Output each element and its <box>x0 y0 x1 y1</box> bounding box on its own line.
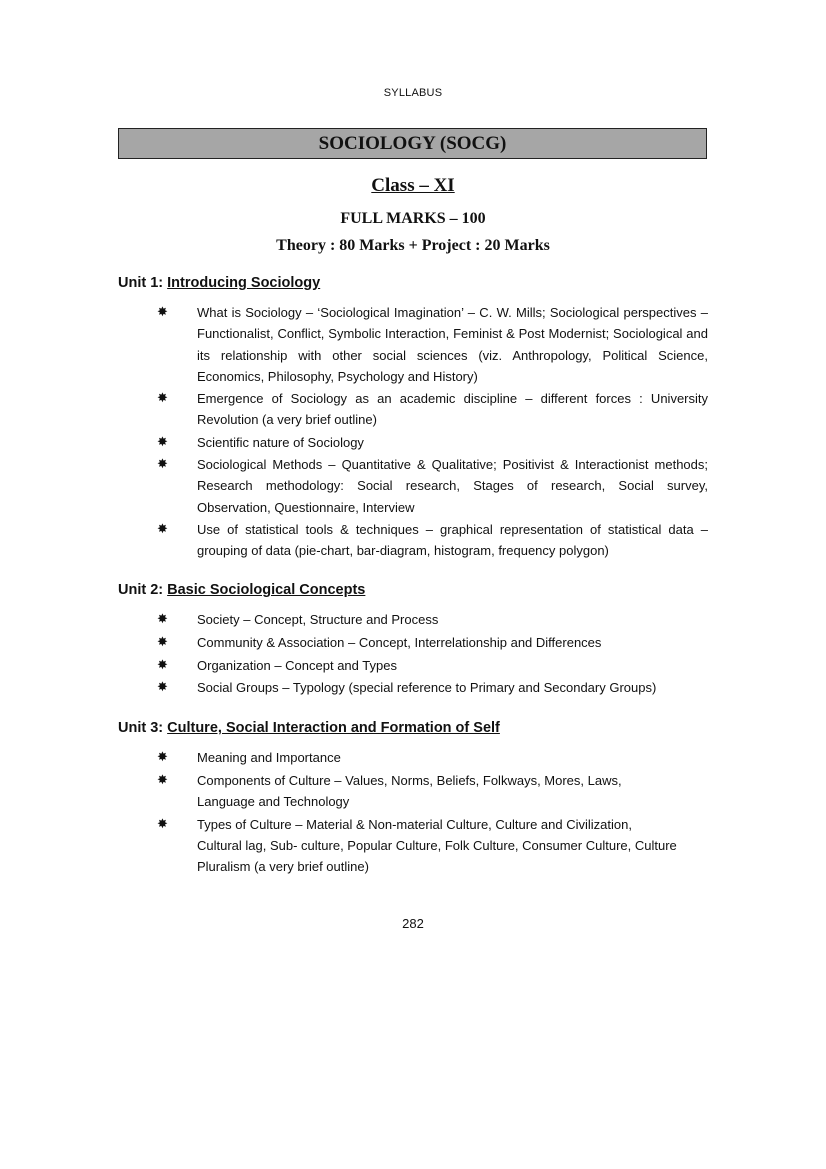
list-item <box>0 770 826 813</box>
bullet-icon: ✸ <box>157 815 168 831</box>
bullet-icon: ✸ <box>157 771 168 787</box>
list-item <box>0 747 826 768</box>
list-item-text: Use of statistical tools & techniques – graphical representation of statistical data – grouping of data (pie-chart, bar-diagram, histogram, frequency polygon) <box>197 521 708 559</box>
bullet-icon: ✸ <box>157 456 168 472</box>
page-number: 282 <box>402 916 424 931</box>
list-item-text: Meaning and Importance <box>197 750 341 765</box>
marks-breakdown: Theory : 80 Marks + Project : 20 Marks <box>276 237 550 254</box>
unit-prefix: Unit 3: <box>118 720 168 736</box>
list-item-text: Social Groups – Typology (special reference to Primary and Secondary Groups) <box>197 680 657 696</box>
subject-title-box <box>118 128 707 159</box>
list-item <box>0 519 826 562</box>
unit-prefix: Unit 2: <box>118 582 168 598</box>
list-item-text: What is Sociology – ‘Sociological Imagination’ – C. W. Mills; Sociological perspectives – Functionalist, Conflict, Symbolic Interaction, Feminist & Post Modernist; Sociological and its relationship with other social sciences (viz. Anthropology, Political Science, Economics, Philosophy, Psychology and History) <box>197 305 708 384</box>
page-header-label: SYLLABUS <box>383 87 443 99</box>
bullet-icon: ✸ <box>157 304 168 319</box>
list-item-text: Emergence of Sociology as an academic discipline – different forces : University Revolution (a very brief outline) <box>197 391 708 428</box>
unit-item-list <box>0 747 826 878</box>
list-item <box>0 302 826 387</box>
bullet-icon: ✸ <box>157 611 168 626</box>
list-item <box>0 814 826 878</box>
bullet-icon: ✸ <box>157 749 168 764</box>
class-title: Class – XI <box>371 175 455 196</box>
unit-title: Introducing Sociology <box>167 275 321 291</box>
unit-heading <box>118 582 365 598</box>
list-item <box>0 454 826 518</box>
subject-title: SOCIOLOGY (SOCG) <box>318 132 507 154</box>
list-item-text: Scientific nature of Sociology <box>197 434 364 450</box>
list-item <box>0 632 826 653</box>
list-item-text: Sociological Methods – Quantitative & Qualitative; Positivist & Interactionist methods; Research methodology: Social research, Stages of research, Social survey, Observation, Questionnaire, Interview <box>197 457 708 515</box>
list-item-text: Types of Culture – Material & Non-material Culture, Culture and Civilization, Cultural lag, Sub- culture, Popular Culture, Folk Culture, Consumer Culture, Culture Pluralism (a very brief outline) <box>197 816 677 875</box>
bullet-icon: ✸ <box>157 679 168 695</box>
unit-title: Culture, Social Interaction and Formation of Self <box>167 720 500 736</box>
list-item-text: Components of Culture – Values, Norms, Beliefs, Folkways, Mores, Laws, Language and Technology <box>197 772 622 810</box>
bullet-icon: ✸ <box>157 390 168 406</box>
unit-heading <box>118 275 320 291</box>
unit-item-list <box>0 302 826 562</box>
list-item-text: Community & Association – Concept, Interrelationship and Differences <box>197 634 602 650</box>
unit-item-list <box>0 609 826 699</box>
list-item <box>0 432 826 453</box>
unit-title: Basic Sociological Concepts <box>167 582 366 598</box>
list-item <box>0 609 826 630</box>
bullet-icon: ✸ <box>157 633 168 649</box>
list-item <box>0 677 826 698</box>
unit-heading <box>118 720 500 736</box>
full-marks: FULL MARKS – 100 <box>340 210 486 227</box>
bullet-icon: ✸ <box>157 433 168 449</box>
list-item <box>0 388 826 431</box>
list-item <box>0 655 826 676</box>
list-item-text: Organization – Concept and Types <box>197 657 397 673</box>
bullet-icon: ✸ <box>157 520 168 536</box>
list-item-text: Society – Concept, Structure and Process <box>197 612 439 627</box>
bullet-icon: ✸ <box>157 656 168 672</box>
unit-prefix: Unit 1: <box>118 275 168 291</box>
